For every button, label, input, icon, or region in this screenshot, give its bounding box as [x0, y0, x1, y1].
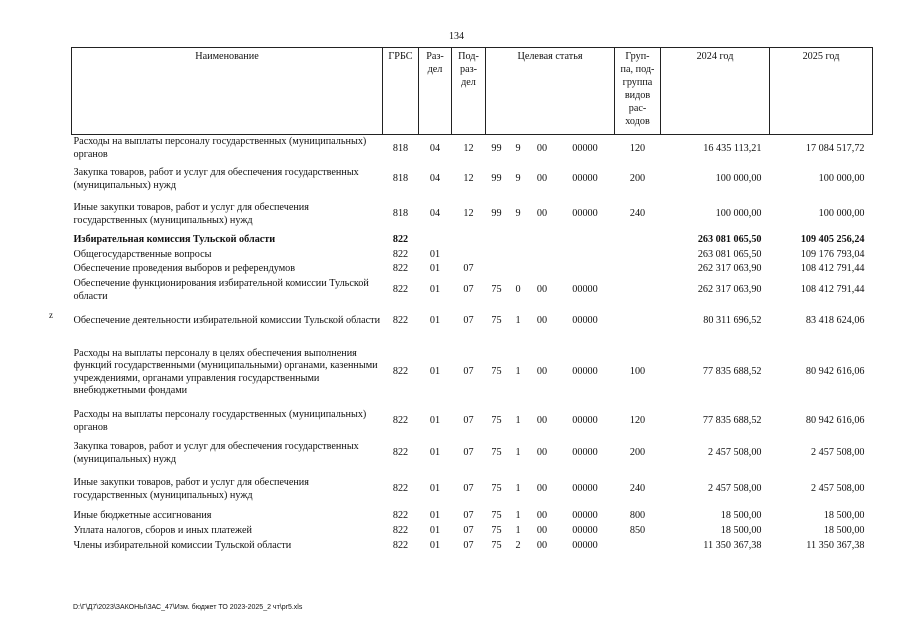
row-razdel: 01 — [429, 483, 441, 495]
row-target-main — [529, 233, 556, 249]
row-razdel: 01 — [429, 315, 441, 327]
row-grbs: 822 — [392, 249, 409, 261]
row-value-2024: 262 317 063,90 — [697, 284, 762, 296]
row-target-program: 75 — [491, 366, 502, 378]
row-target-main: 00 — [536, 366, 548, 378]
row-value-2025: 100 000,00 — [818, 208, 865, 220]
row-target-program: 75 — [491, 509, 502, 521]
row-value-2025: 80 942 616,06 — [805, 366, 865, 378]
row-expense-type: 850 — [629, 524, 646, 536]
row-expense-type: 240 — [629, 483, 646, 495]
row-grbs: 822 — [392, 415, 409, 427]
row-target-direction: 00000 — [572, 142, 598, 154]
row-razdel: 01 — [429, 415, 441, 427]
row-grbs: 822 — [392, 366, 409, 378]
header-podrazdel: Под- раз- дел — [452, 48, 486, 135]
row-name: Члены избирательной комиссии Тульской области — [73, 539, 292, 551]
row-value-2025: 2 457 508,00 — [811, 447, 865, 459]
row-target-main: 00 — [536, 509, 548, 521]
table-row — [72, 524, 873, 539]
row-name: Иные закупки товаров, работ и услуг для обеспечения государственных (муниципальных) нужд — [73, 202, 309, 226]
table-row — [72, 305, 873, 339]
row-expense-type — [615, 277, 661, 305]
row-target-direction: 00000 — [572, 539, 598, 551]
row-razdel: 04 — [429, 173, 441, 185]
table-row — [72, 163, 873, 197]
header-expense-group: Груп- па, под- группа видов рас- ходов — [615, 48, 661, 135]
row-grbs: 822 — [392, 524, 409, 536]
row-target-program: 99 — [491, 208, 502, 220]
row-target-subprogram — [508, 249, 529, 263]
row-target-main: 00 — [536, 483, 548, 495]
row-value-2025: 17 084 517,72 — [805, 142, 865, 154]
row-razdel: 01 — [429, 263, 441, 275]
row-value-2025: 83 418 624,06 — [805, 315, 865, 327]
table-header — [72, 48, 873, 135]
row-target-direction: 00000 — [572, 208, 598, 220]
row-value-2024: 80 311 696,52 — [703, 315, 762, 327]
row-target-direction: 00000 — [572, 509, 598, 521]
header-grbs: ГРБС — [383, 48, 419, 135]
row-target-direction: 00000 — [572, 284, 598, 296]
row-value-2024: 16 435 113,21 — [703, 142, 762, 154]
row-value-2025: 108 412 791,44 — [800, 263, 865, 275]
row-target-subprogram: 1 — [515, 315, 521, 327]
row-value-2024: 77 835 688,52 — [702, 415, 762, 427]
table-row — [72, 263, 873, 277]
row-razdel: 01 — [429, 509, 441, 521]
row-podrazdel: 07 — [463, 284, 474, 296]
row-razdel: 04 — [429, 142, 441, 154]
table-body — [72, 135, 873, 554]
row-value-2024: 18 500,00 — [720, 524, 762, 536]
row-name: Расходы на выплаты персоналу государственных (муниципальных) органов — [73, 409, 367, 433]
header-name: Наименование — [72, 48, 383, 135]
margin-mark: z — [49, 310, 53, 320]
row-value-2024: 263 081 065,50 — [697, 249, 762, 261]
row-expense-type: 200 — [629, 447, 646, 459]
footer-file-path: D:\Г\Д7\2023\ЗАКОНЫ\ЗАС_47\Изм. бюджет ТО 2023-2025_2 чт\pr5.xls — [73, 604, 303, 611]
row-grbs: 822 — [392, 234, 409, 246]
row-podrazdel: 07 — [463, 415, 474, 427]
row-target-main — [529, 263, 556, 277]
row-target-subprogram: 1 — [515, 415, 521, 427]
row-target-direction — [556, 263, 615, 277]
row-podrazdel: 12 — [463, 173, 474, 185]
table-row — [72, 233, 873, 249]
row-target-main: 00 — [536, 447, 548, 459]
row-expense-type — [615, 249, 661, 263]
budget-table — [71, 47, 873, 554]
row-target-program: 75 — [491, 524, 502, 536]
row-target-direction: 00000 — [572, 366, 598, 378]
row-target-subprogram: 2 — [515, 539, 521, 551]
row-expense-type: 100 — [629, 366, 646, 378]
row-expense-type: 240 — [629, 208, 646, 220]
header-2025: 2025 год — [770, 48, 873, 135]
row-target-direction: 00000 — [572, 483, 598, 495]
table-row — [72, 339, 873, 407]
row-name: Обеспечение проведения выборов и референдумов — [73, 263, 296, 275]
row-target-subprogram: 0 — [515, 284, 521, 296]
row-target-subprogram: 1 — [515, 509, 521, 521]
row-name: Обеспечение деятельности избирательной комиссии Тульской области — [73, 315, 381, 327]
row-expense-type: 800 — [629, 509, 646, 521]
row-grbs: 818 — [392, 142, 409, 154]
row-razdel: 01 — [429, 539, 441, 551]
row-podrazdel: 07 — [463, 524, 474, 536]
row-podrazdel: 07 — [463, 315, 474, 327]
row-target-subprogram: 1 — [515, 483, 521, 495]
row-value-2025: 11 350 367,38 — [806, 539, 865, 551]
row-grbs: 822 — [392, 539, 409, 551]
row-razdel: 01 — [429, 524, 441, 536]
table-row — [72, 135, 873, 163]
row-expense-type — [615, 539, 661, 554]
row-value-2025: 108 412 791,44 — [800, 284, 865, 296]
row-target-direction: 00000 — [572, 415, 598, 427]
row-target-main: 00 — [536, 284, 548, 296]
header-razdel: Раз- дел — [419, 48, 452, 135]
row-podrazdel — [452, 233, 486, 249]
row-podrazdel — [452, 249, 486, 263]
row-name: Расходы на выплаты персоналу государственных (муниципальных) органов — [73, 136, 367, 160]
row-target-main: 00 — [536, 524, 548, 536]
row-target-direction: 00000 — [572, 173, 598, 185]
row-value-2025: 2 457 508,00 — [811, 483, 865, 495]
row-target-subprogram: 1 — [515, 447, 521, 459]
row-expense-type — [615, 263, 661, 277]
row-value-2025: 18 500,00 — [823, 509, 865, 521]
row-value-2024: 2 457 508,00 — [708, 483, 762, 495]
row-target-direction: 00000 — [572, 524, 598, 536]
row-podrazdel: 07 — [463, 539, 474, 551]
row-value-2025: 109 176 793,04 — [800, 249, 865, 261]
row-value-2024: 100 000,00 — [715, 173, 762, 185]
row-target-program: 75 — [491, 483, 502, 495]
row-target-main: 00 — [536, 208, 548, 220]
row-grbs: 822 — [392, 263, 409, 275]
row-podrazdel: 07 — [463, 366, 474, 378]
row-value-2024: 2 457 508,00 — [708, 447, 762, 459]
row-name: Иные бюджетные ассигнования — [73, 509, 212, 521]
row-target-main: 00 — [536, 539, 548, 551]
row-target-program: 99 — [491, 142, 502, 154]
row-podrazdel: 07 — [463, 483, 474, 495]
row-razdel: 01 — [429, 284, 441, 296]
row-razdel: 01 — [429, 447, 441, 459]
row-value-2024: 11 350 367,38 — [703, 539, 762, 551]
row-grbs: 822 — [392, 315, 409, 327]
row-target-program — [486, 249, 508, 263]
row-razdel — [419, 233, 452, 249]
row-razdel: 01 — [429, 249, 441, 261]
table-row — [72, 277, 873, 305]
row-podrazdel: 12 — [463, 142, 474, 154]
row-value-2025: 80 942 616,06 — [805, 415, 865, 427]
row-target-program: 75 — [491, 539, 502, 551]
header-target-article: Целевая статья — [486, 48, 615, 135]
row-name: Расходы на выплаты персоналу в целях обеспечения выполнения функций государственными (муниципальными) органами, казенными учреждениями, органами управления государственными внебюджетными фондами — [73, 347, 378, 396]
row-target-main: 00 — [536, 415, 548, 427]
row-target-direction — [556, 249, 615, 263]
row-name: Избирательная комиссия Тульской области — [73, 234, 276, 246]
row-value-2024: 100 000,00 — [715, 208, 762, 220]
row-expense-type: 120 — [629, 142, 646, 154]
row-grbs: 822 — [392, 483, 409, 495]
table-row — [72, 249, 873, 263]
row-target-subprogram: 9 — [515, 173, 521, 185]
row-podrazdel: 07 — [463, 263, 474, 275]
row-target-program — [486, 263, 508, 277]
table-row — [72, 437, 873, 471]
row-target-subprogram — [508, 263, 529, 277]
row-target-program: 75 — [491, 315, 502, 327]
page-number: 134 — [449, 31, 464, 42]
row-target-main — [529, 249, 556, 263]
row-name: Закупка товаров, работ и услуг для обеспечения государственных (муниципальных) нужд — [73, 167, 359, 191]
table-row — [72, 407, 873, 437]
row-target-program: 75 — [491, 284, 502, 296]
row-target-subprogram: 9 — [515, 142, 521, 154]
row-razdel: 01 — [429, 366, 441, 378]
row-value-2024: 262 317 063,90 — [697, 263, 762, 275]
row-target-direction: 00000 — [572, 315, 598, 327]
table-row — [72, 539, 873, 554]
row-expense-type — [615, 305, 661, 339]
row-target-program: 75 — [491, 415, 502, 427]
table-row — [72, 471, 873, 509]
row-name: Закупка товаров, работ и услуг для обеспечения государственных (муниципальных) нужд — [73, 441, 359, 465]
row-grbs: 822 — [392, 509, 409, 521]
row-target-main: 00 — [536, 142, 548, 154]
row-expense-type — [615, 233, 661, 249]
row-target-program: 99 — [491, 173, 502, 185]
row-name: Уплата налогов, сборов и иных платежей — [73, 524, 252, 536]
row-value-2025: 109 405 256,24 — [800, 234, 865, 246]
row-grbs: 818 — [392, 173, 409, 185]
row-expense-type: 120 — [629, 415, 646, 427]
row-target-main: 00 — [536, 315, 548, 327]
row-podrazdel: 07 — [463, 447, 474, 459]
row-grbs: 818 — [392, 208, 409, 220]
row-podrazdel: 07 — [463, 509, 474, 521]
row-razdel: 04 — [429, 208, 441, 220]
row-target-subprogram: 9 — [515, 208, 521, 220]
row-target-subprogram: 1 — [515, 366, 521, 378]
row-name: Обеспечение функционирования избирательной комиссии Тульской области — [73, 278, 369, 302]
row-name: Иные закупки товаров, работ и услуг для обеспечения государственных (муниципальных) нужд — [73, 477, 309, 501]
header-2024: 2024 год — [661, 48, 770, 135]
row-target-direction: 00000 — [572, 447, 598, 459]
row-grbs: 822 — [392, 447, 409, 459]
row-target-subprogram — [508, 233, 529, 249]
row-target-direction — [556, 233, 615, 249]
row-expense-type: 200 — [629, 173, 646, 185]
row-value-2025: 100 000,00 — [818, 173, 865, 185]
row-grbs: 822 — [392, 284, 409, 296]
row-name: Общегосударственные вопросы — [73, 249, 212, 261]
row-value-2024: 77 835 688,52 — [702, 366, 762, 378]
row-target-subprogram: 1 — [515, 524, 521, 536]
row-value-2025: 18 500,00 — [823, 524, 865, 536]
row-value-2024: 18 500,00 — [720, 509, 762, 521]
row-podrazdel: 12 — [463, 208, 474, 220]
row-target-program — [486, 233, 508, 249]
row-value-2024: 263 081 065,50 — [697, 234, 762, 246]
table-row — [72, 197, 873, 233]
row-target-program: 75 — [491, 447, 502, 459]
row-target-main: 00 — [536, 173, 548, 185]
table-row — [72, 509, 873, 524]
